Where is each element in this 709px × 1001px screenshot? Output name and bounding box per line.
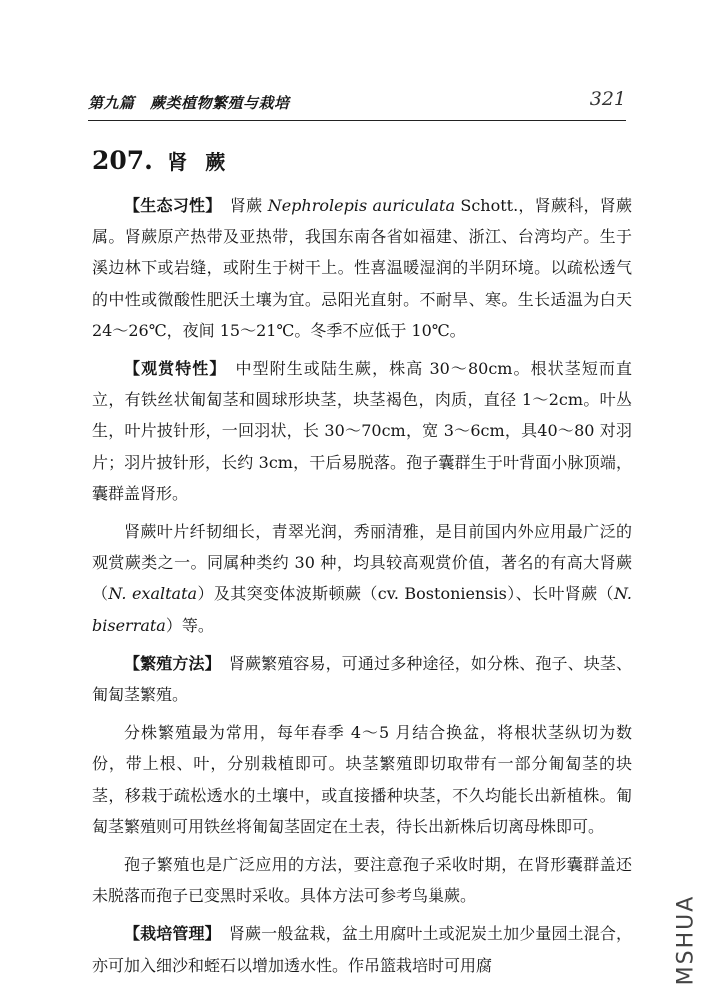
watermark-text: MSHUA [673,894,699,986]
paragraph-species [92,516,632,641]
section-title [92,146,243,175]
header-rule [88,120,626,121]
section-number: 207. [92,146,153,175]
paragraph-division [92,717,632,842]
paragraph-text: 孢子繁殖也是广泛应用的方法，要注意孢子采收时期，在肾形囊群盖还未脱落而孢子已变黑时采收。具体方法可参考鸟巢蕨。 [92,855,632,906]
paragraph-text: 肾蕨 [213,196,268,215]
paragraph-text: 中型附生或陆生蕨，株高 30～80cm。根状茎短而直立，有铁丝状匍匐茎和圆球形块茎，块茎褐色，肉质，直径 1～2cm。叶丛生，叶片披针形，一回羽状，长 30～70cm，宽 3～6cm，具40～80 对羽片；羽片披针形，长约 3cm，干后易脱落。孢子囊群生于叶背面小脉顶端，囊群盖肾形。 [92,359,632,503]
paragraph-label: 【生态习性】 [124,196,214,215]
running-head [88,86,626,116]
paragraph-label: 【栽培管理】 [124,924,213,944]
section-name: 肾蕨 [167,150,244,174]
latin-name: N. exaltata [108,584,198,604]
paragraph-ornamental [92,353,632,509]
paragraph-text: 肾蕨一般盆栽，盆土用腐叶土或泥炭土加少量园土混合，亦可加入细沙和蛭石以增加透水性。作吊篮栽培时可用腐 [92,924,632,975]
paragraph-text: Schott.，肾蕨科，肾蕨属。肾蕨原产热带及亚热带，我国东南各省如福建、浙江、台湾均产。生于溪边林下或岩缝，或附生于树干上。性喜温暖湿润的半阴环境。以疏松透气的中性或微酸性肥沃土壤为宜。忌阳光直射。不耐旱、寒。生长适温为白天 24～26℃，夜间 15～21℃。冬季不应低于 10℃。 [92,196,632,340]
watermark [666,880,706,1000]
body-text [92,190,632,988]
paragraph-label: 【观赏特性】 [124,359,219,379]
paragraph-text: 肾蕨繁殖容易，可通过多种途径，如分株、孢子、块茎、匍匐茎繁殖。 [92,653,632,705]
page-number: 321 [589,88,626,110]
paragraph-propagation [92,648,632,710]
paragraph-text: ）及其突变体波斯顿蕨（cv. Bostoniensis）、长叶肾蕨（ [197,584,614,604]
paragraph-text: 分株繁殖最为常用，每年春季 4～5 月结合换盆，将根状茎纵切为数份，带上根、叶，分别栽植即可。块茎繁殖即切取带有一部分匍匐茎的块茎，移栽于疏松透水的土壤中，或直接播种块茎，不久均能长出新植株。匍匐茎繁殖则可用铁丝将匍匐茎固定在土表，待长出新株后切离母株即可。 [92,723,632,836]
paragraph-label: 【繁殖方法】 [124,653,213,673]
latin-name: N. biserrata [92,584,632,635]
paragraph-text: 肾蕨叶片纤韧细长，青翠光润，秀丽清雅，是目前国内外应用最广泛的观赏蕨类之一。同属种类约 30 种，均具较高观赏价值，著名的有高大肾蕨（ [92,522,632,604]
latin-name: Nephrolepis auriculata [267,196,456,215]
paragraph-cultivation [92,918,632,980]
chapter-title: 第九篇 蕨类植物繁殖与栽培 [88,94,290,112]
paragraph-ecology [92,190,632,346]
paragraph-text: ）等。 [165,615,214,635]
paragraph-spores [92,849,632,911]
